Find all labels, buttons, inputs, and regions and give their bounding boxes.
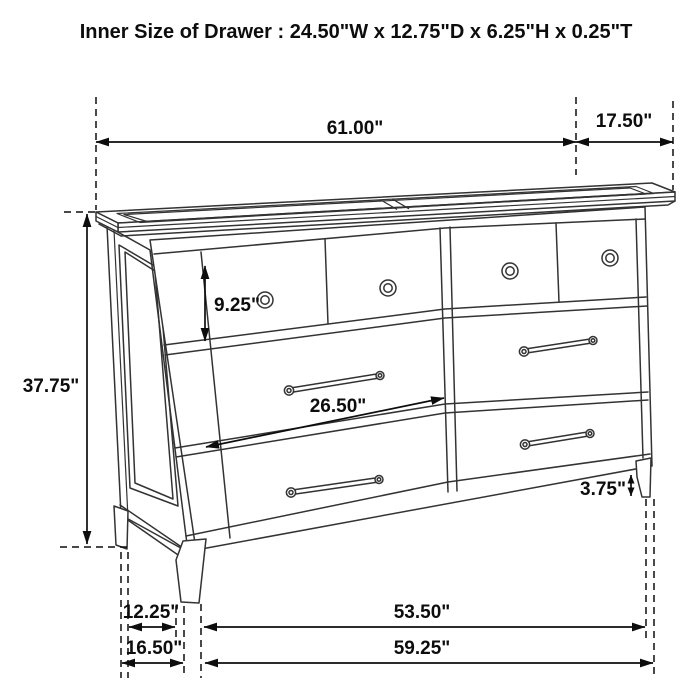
dim-label-base-width: 59.25" bbox=[393, 638, 451, 659]
dim-label-overall-height: 37.75" bbox=[22, 376, 80, 397]
dim-base-depth bbox=[122, 638, 183, 663]
dim-label-overall-width: 61.00" bbox=[326, 118, 384, 139]
dim-label-leg-span-depth: 12.25" bbox=[122, 602, 180, 623]
dim-label-overall-depth: 17.50" bbox=[595, 111, 653, 132]
dim-leg-span-depth bbox=[123, 602, 180, 627]
dim-overall-depth bbox=[576, 101, 673, 190]
back-left-leg bbox=[114, 506, 128, 549]
dim-label-base-depth: 16.50" bbox=[125, 638, 183, 659]
front-right-leg bbox=[636, 458, 651, 497]
dim-label-leg-span-width: 53.50" bbox=[393, 602, 451, 623]
case-front bbox=[150, 207, 652, 550]
dim-leg-span-width bbox=[204, 602, 645, 627]
dim-base-width bbox=[205, 638, 653, 663]
dim-leg-height bbox=[580, 475, 631, 500]
dresser-drawing bbox=[96, 183, 675, 603]
page-title: Inner Size of Drawer : 24.50"W x 12.75"D x 6.25"H x 0.25"T bbox=[79, 21, 633, 43]
dim-label-drawer-width: 26.50" bbox=[309, 396, 367, 417]
front-left-leg bbox=[176, 539, 206, 603]
dim-label-top-drawer-height: 9.25" bbox=[214, 295, 260, 316]
dim-label-leg-height: 3.75" bbox=[580, 479, 626, 500]
